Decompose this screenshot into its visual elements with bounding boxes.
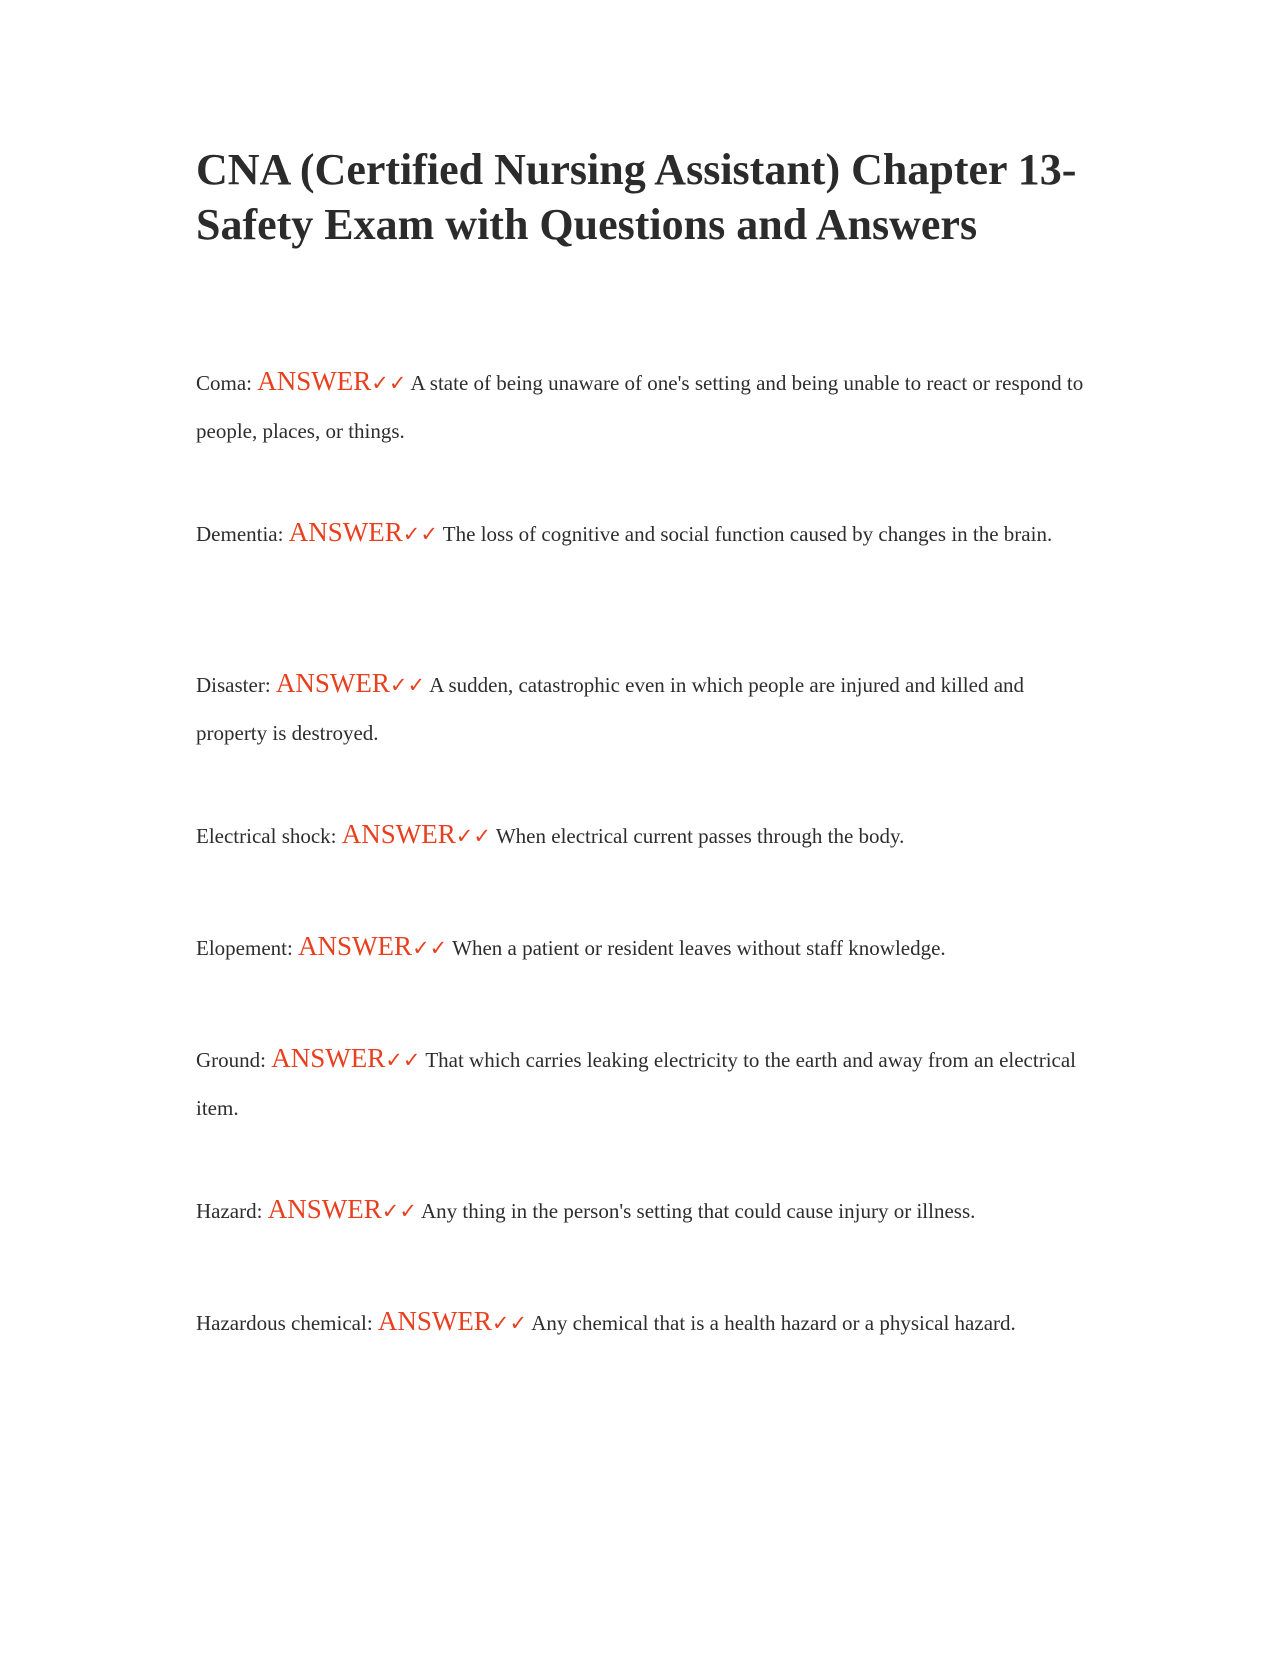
entry-definition: When a patient or resident leaves without staff knowledge. (452, 936, 946, 960)
entry-definition: A sudden, catastrophic even in which people are injured and killed and property is destroyed. (196, 673, 1025, 745)
entry-definition: A state of being unaware of one's setting and being unable to react or respond to people, places, or things. (196, 371, 1084, 443)
answer-label: ANSWER (341, 819, 456, 849)
answer-label: ANSWER (377, 1306, 492, 1336)
glossary-entry-dementia (196, 508, 1086, 558)
entry-term: Disaster: (196, 673, 271, 697)
entry-term: Dementia: (196, 522, 284, 546)
answer-label: ANSWER (257, 366, 372, 396)
double-check-icon: ✓✓ (412, 936, 448, 960)
entry-definition: Any thing in the person's setting that could cause injury or illness. (421, 1199, 976, 1223)
answer-label: ANSWER (288, 517, 403, 547)
glossary-entry-hazardous-chemical (196, 1297, 1086, 1347)
glossary-entry-hazard (196, 1185, 1086, 1235)
entry-definition: That which carries leaking electricity to the earth and away from an electrical item. (196, 1048, 1077, 1120)
double-check-icon: ✓✓ (389, 673, 426, 697)
double-check-icon: ✓✓ (371, 371, 407, 395)
entry-term: Elopement: (196, 936, 293, 960)
entry-term: Ground: (196, 1048, 266, 1072)
glossary-entry-coma (196, 357, 1086, 455)
entry-term: Electrical shock: (196, 824, 337, 848)
answer-label: ANSWER (271, 1043, 386, 1073)
entry-term: Hazardous chemical: (196, 1311, 373, 1335)
answer-label: ANSWER (275, 668, 390, 698)
entry-term: Coma: (196, 371, 252, 395)
double-check-icon: ✓✓ (455, 824, 491, 848)
double-check-icon: ✓✓ (385, 1048, 421, 1072)
answer-label: ANSWER (267, 1194, 382, 1224)
double-check-icon: ✓✓ (402, 522, 438, 546)
glossary-entry-ground (196, 1034, 1086, 1132)
answer-label: ANSWER (298, 931, 413, 961)
double-check-icon: ✓✓ (381, 1199, 417, 1223)
entry-definition: Any chemical that is a health hazard or a physical hazard. (531, 1311, 1016, 1335)
glossary-entry-electrical-shock (196, 810, 1086, 860)
glossary-entry-disaster (196, 659, 1086, 757)
double-check-icon: ✓✓ (491, 1311, 528, 1335)
glossary-entry-elopement (196, 922, 1086, 972)
entry-definition: When electrical current passes through the body. (495, 824, 905, 848)
document-title: CNA (Certified Nursing Assistant) Chapter 13-Safety Exam with Questions and Answers (196, 145, 1077, 249)
entry-term: Hazard: (196, 1199, 263, 1223)
entry-definition: The loss of cognitive and social function caused by changes in the brain. (442, 522, 1053, 546)
